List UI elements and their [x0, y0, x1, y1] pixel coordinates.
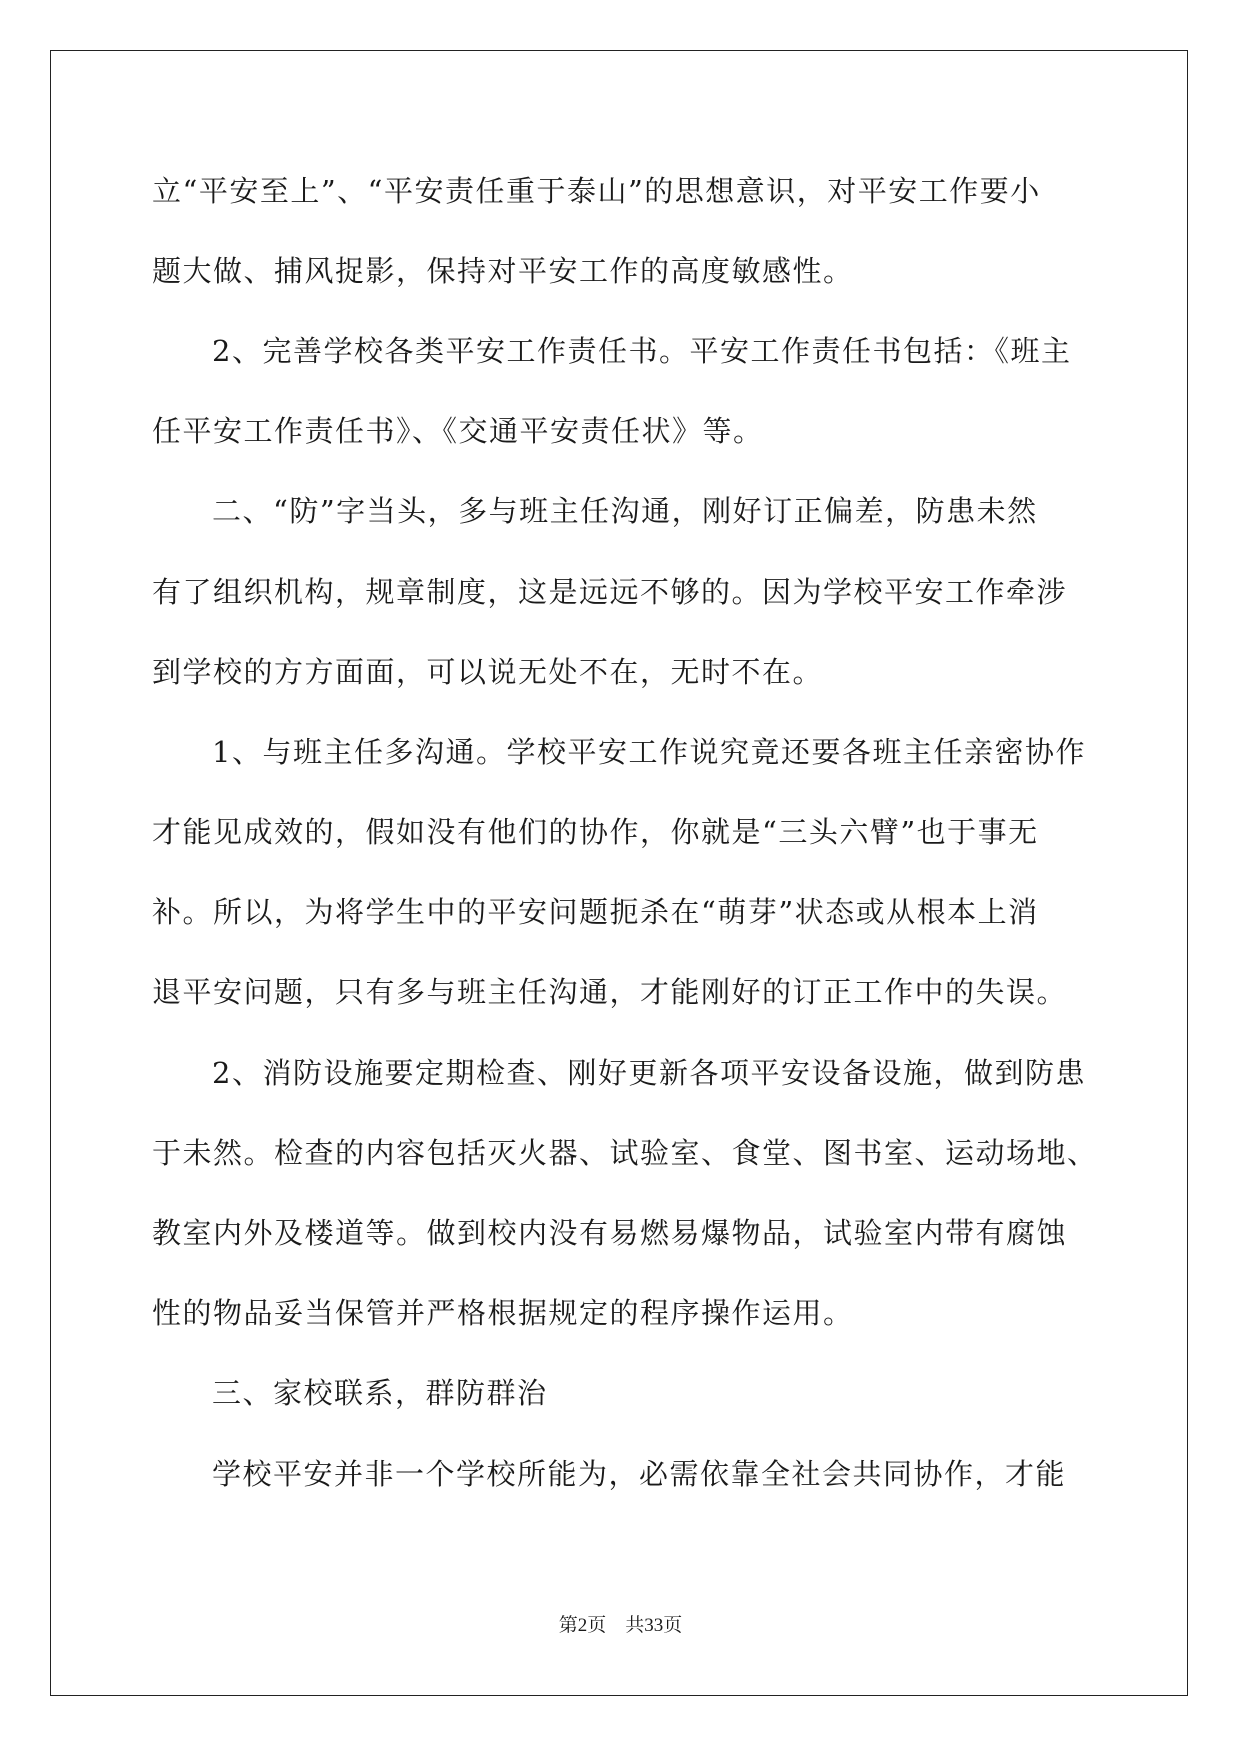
- text-line: 2、完善学校各类平安工作责任书。平安工作责任书包括：《班主: [212, 334, 1072, 368]
- text-line: 性的物品妥当保管并严格根据规定的程序操作运用。: [152, 1296, 854, 1330]
- text-line: 题大做、捕风捉影，保持对平安工作的高度敏感性。: [152, 254, 854, 288]
- text-line: 补。所以，为将学生中的平安问题扼杀在“萌芽”状态或从根本上消: [152, 895, 1039, 929]
- page-number-footer: 第2页 共33页: [558, 1615, 683, 1636]
- text-line: 2、消防设施要定期检查、刚好更新各项平安设备设施，做到防患: [212, 1056, 1086, 1090]
- text-line: 学校平安并非一个学校所能为，必需依靠全社会共同协作，才能: [212, 1457, 1067, 1491]
- text-line: 退平安问题，只有多与班主任沟通，才能刚好的订正工作中的失误。: [152, 975, 1068, 1009]
- section-heading: 二、“防”字当头，多与班主任沟通，刚好订正偏差，防患未然: [212, 494, 1038, 528]
- text-line: 于未然。检查的内容包括灭火器、试验室、食堂、图书室、运动场地、: [152, 1136, 1098, 1170]
- text-line: 到学校的方方面面，可以说无处不在，无时不在。: [152, 655, 824, 689]
- page-border: [50, 50, 1188, 1696]
- section-heading: 三、家校联系，群防群治: [212, 1376, 548, 1410]
- text-line: 有了组织机构，规章制度，这是远远不够的。因为学校平安工作牵涉: [152, 575, 1068, 609]
- text-line: 1、与班主任多沟通。学校平安工作说究竟还要各班主任亲密协作: [212, 735, 1086, 769]
- text-line: 教室内外及楼道等。做到校内没有易燃易爆物品，试验室内带有腐蚀: [152, 1216, 1068, 1250]
- text-line: 立“平安至上”、“平安责任重于泰山”的思想意识，对平安工作要小: [152, 174, 1041, 208]
- text-line: 才能见成效的，假如没有他们的协作，你就是“三头六臂”也于事无: [152, 815, 1039, 849]
- text-line: 任平安工作责任书》、《交通平安责任状》等。: [152, 414, 764, 448]
